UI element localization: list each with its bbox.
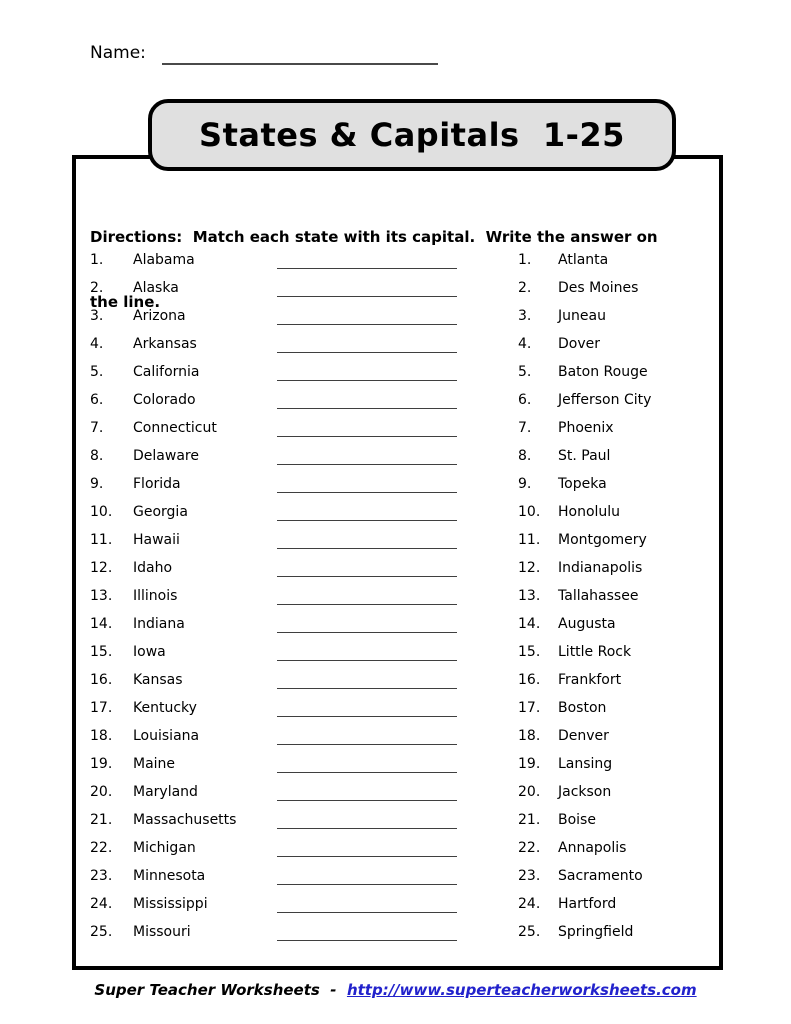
item-number: 6. — [518, 392, 532, 408]
capital-row — [518, 639, 718, 667]
item-number: 3. — [90, 308, 104, 324]
item-number: 11. — [90, 532, 113, 548]
capital-name: Montgomery — [558, 532, 647, 548]
worksheet-body-frame — [72, 155, 723, 970]
answer-blank-line — [277, 324, 457, 325]
item-number: 16. — [518, 672, 541, 688]
state-name: Indiana — [133, 616, 185, 632]
item-number: 19. — [90, 756, 113, 772]
state-row — [90, 527, 470, 555]
item-number: 21. — [518, 812, 541, 828]
capital-row — [518, 443, 718, 471]
state-row — [90, 667, 470, 695]
item-number: 14. — [518, 616, 541, 632]
state-row — [90, 275, 470, 303]
state-row — [90, 639, 470, 667]
item-number: 11. — [518, 532, 541, 548]
name-blank-line — [162, 44, 438, 65]
capital-name: Lansing — [558, 756, 613, 772]
capital-row — [518, 527, 718, 555]
answer-blank-line — [277, 660, 457, 661]
item-number: 20. — [518, 784, 541, 800]
answer-blank-line — [277, 940, 457, 941]
state-row — [90, 247, 470, 275]
state-row — [90, 891, 470, 919]
capital-row — [518, 667, 718, 695]
state-row — [90, 611, 470, 639]
item-number: 16. — [90, 672, 113, 688]
answer-blank-line — [277, 352, 457, 353]
item-number: 17. — [518, 700, 541, 716]
state-row — [90, 443, 470, 471]
item-number: 15. — [518, 644, 541, 660]
answer-blank-line — [277, 688, 457, 689]
item-number: 20. — [90, 784, 113, 800]
state-name: California — [133, 364, 200, 380]
answer-blank-line — [277, 408, 457, 409]
capital-row — [518, 611, 718, 639]
answer-blank-line — [277, 884, 457, 885]
capital-name: Annapolis — [558, 840, 627, 856]
capital-name: Boise — [558, 812, 596, 828]
item-number: 15. — [90, 644, 113, 660]
state-name: Idaho — [133, 560, 173, 576]
state-row — [90, 499, 470, 527]
answer-blank-line — [277, 772, 457, 773]
answer-blank-line — [277, 268, 457, 269]
capital-row — [518, 779, 718, 807]
answer-blank-line — [277, 800, 457, 801]
capital-name: St. Paul — [558, 448, 611, 464]
state-row — [90, 695, 470, 723]
capital-row — [518, 471, 718, 499]
state-name: Illinois — [133, 588, 178, 604]
item-number: 25. — [518, 924, 541, 940]
capital-name: Atlanta — [558, 252, 609, 268]
page-title: States & Capitals 1-25 — [199, 116, 625, 154]
state-row — [90, 807, 470, 835]
item-number: 22. — [518, 840, 541, 856]
directions-line-1: Directions: Match each state with its capital. Write the answer on — [90, 227, 658, 246]
capital-row — [518, 331, 718, 359]
capital-row — [518, 303, 718, 331]
answer-blank-line — [277, 492, 457, 493]
item-number: 12. — [90, 560, 113, 576]
state-name: Alabama — [133, 252, 195, 268]
answer-blank-line — [277, 464, 457, 465]
capital-name: Hartford — [558, 896, 617, 912]
answer-blank-line — [277, 520, 457, 521]
item-number: 5. — [90, 364, 104, 380]
item-number: 25. — [90, 924, 113, 940]
state-row — [90, 583, 470, 611]
answer-blank-line — [277, 604, 457, 605]
capital-row — [518, 275, 718, 303]
state-name: Louisiana — [133, 728, 200, 744]
state-name: Iowa — [133, 644, 166, 660]
item-number: 6. — [90, 392, 104, 408]
capital-name: Dover — [558, 336, 600, 352]
capital-row — [518, 891, 718, 919]
capital-row — [518, 919, 718, 947]
states-column — [90, 247, 470, 947]
item-number: 2. — [90, 280, 104, 296]
footer-credit-text: Super Teacher Worksheets - — [94, 981, 347, 999]
state-row — [90, 555, 470, 583]
state-name: Arizona — [133, 308, 186, 324]
capital-row — [518, 695, 718, 723]
item-number: 21. — [90, 812, 113, 828]
capital-row — [518, 387, 718, 415]
footer — [0, 981, 791, 999]
answer-blank-line — [277, 632, 457, 633]
answer-blank-line — [277, 912, 457, 913]
item-number: 8. — [518, 448, 532, 464]
state-name: Arkansas — [133, 336, 197, 352]
item-number: 2. — [518, 280, 532, 296]
answer-blank-line — [277, 856, 457, 857]
capital-name: Juneau — [558, 308, 606, 324]
answer-blank-line — [277, 744, 457, 745]
item-number: 4. — [518, 336, 532, 352]
item-number: 1. — [518, 252, 532, 268]
answer-blank-line — [277, 380, 457, 381]
item-number: 23. — [90, 868, 113, 884]
capital-row — [518, 807, 718, 835]
state-name: Massachusetts — [133, 812, 237, 828]
item-number: 23. — [518, 868, 541, 884]
capital-row — [518, 863, 718, 891]
state-name: Missouri — [133, 924, 191, 940]
item-number: 18. — [90, 728, 113, 744]
state-name: Maine — [133, 756, 176, 772]
answer-blank-line — [277, 828, 457, 829]
capital-name: Des Moines — [558, 280, 639, 296]
capital-row — [518, 555, 718, 583]
item-number: 8. — [90, 448, 104, 464]
item-number: 3. — [518, 308, 532, 324]
answer-blank-line — [277, 716, 457, 717]
state-row — [90, 387, 470, 415]
item-number: 13. — [518, 588, 541, 604]
item-number: 24. — [518, 896, 541, 912]
state-row — [90, 835, 470, 863]
item-number: 19. — [518, 756, 541, 772]
capital-name: Phoenix — [558, 420, 614, 436]
item-number: 9. — [518, 476, 532, 492]
footer-website-link[interactable]: http://www.superteacherworksheets.com — [346, 981, 697, 999]
state-row — [90, 919, 470, 947]
item-number: 10. — [518, 504, 541, 520]
item-number: 1. — [90, 252, 104, 268]
answer-blank-line — [277, 296, 457, 297]
state-row — [90, 779, 470, 807]
capital-row — [518, 499, 718, 527]
capital-name: Jefferson City — [558, 392, 652, 408]
item-number: 13. — [90, 588, 113, 604]
state-name: Connecticut — [133, 420, 217, 436]
state-name: Florida — [133, 476, 181, 492]
state-name: Michigan — [133, 840, 196, 856]
answer-blank-line — [277, 436, 457, 437]
state-name: Maryland — [133, 784, 198, 800]
state-row — [90, 751, 470, 779]
capital-name: Little Rock — [558, 644, 632, 660]
state-name: Kentucky — [133, 700, 197, 716]
item-number: 10. — [90, 504, 113, 520]
item-number: 17. — [90, 700, 113, 716]
state-name: Colorado — [133, 392, 196, 408]
capital-name: Boston — [558, 700, 607, 716]
name-field-row — [90, 42, 438, 65]
capital-row — [518, 835, 718, 863]
capital-name: Indianapolis — [558, 560, 643, 576]
state-name: Mississippi — [133, 896, 208, 912]
state-row — [90, 863, 470, 891]
capital-row — [518, 247, 718, 275]
capital-row — [518, 359, 718, 387]
state-row — [90, 303, 470, 331]
capital-row — [518, 723, 718, 751]
item-number: 7. — [518, 420, 532, 436]
capital-name: Augusta — [558, 616, 616, 632]
answer-blank-line — [277, 576, 457, 577]
item-number: 12. — [518, 560, 541, 576]
capital-name: Frankfort — [558, 672, 622, 688]
state-name: Delaware — [133, 448, 199, 464]
item-number: 9. — [90, 476, 104, 492]
state-name: Georgia — [133, 504, 188, 520]
item-number: 7. — [90, 420, 104, 436]
state-name: Kansas — [133, 672, 183, 688]
worksheet-title-box — [148, 99, 676, 171]
capital-name: Denver — [558, 728, 609, 744]
state-name: Alaska — [133, 280, 179, 296]
state-row — [90, 471, 470, 499]
capital-row — [518, 583, 718, 611]
capital-name: Topeka — [558, 476, 607, 492]
item-number: 14. — [90, 616, 113, 632]
state-row — [90, 723, 470, 751]
state-row — [90, 331, 470, 359]
answer-blank-line — [277, 548, 457, 549]
capital-name: Jackson — [558, 784, 612, 800]
item-number: 24. — [90, 896, 113, 912]
directions-line-2: the line. — [90, 292, 161, 311]
state-row — [90, 415, 470, 443]
state-row — [90, 359, 470, 387]
capital-name: Honolulu — [558, 504, 621, 520]
item-number: 5. — [518, 364, 532, 380]
capitals-column — [518, 247, 718, 947]
state-name: Minnesota — [133, 868, 206, 884]
capital-row — [518, 751, 718, 779]
item-number: 18. — [518, 728, 541, 744]
capital-name: Baton Rouge — [558, 364, 648, 380]
item-number: 4. — [90, 336, 104, 352]
name-label: Name: — [90, 43, 146, 63]
capital-row — [518, 415, 718, 443]
item-number: 22. — [90, 840, 113, 856]
capital-name: Sacramento — [558, 868, 643, 884]
capital-name: Springfield — [558, 924, 634, 940]
capital-name: Tallahassee — [558, 588, 639, 604]
state-name: Hawaii — [133, 532, 180, 548]
